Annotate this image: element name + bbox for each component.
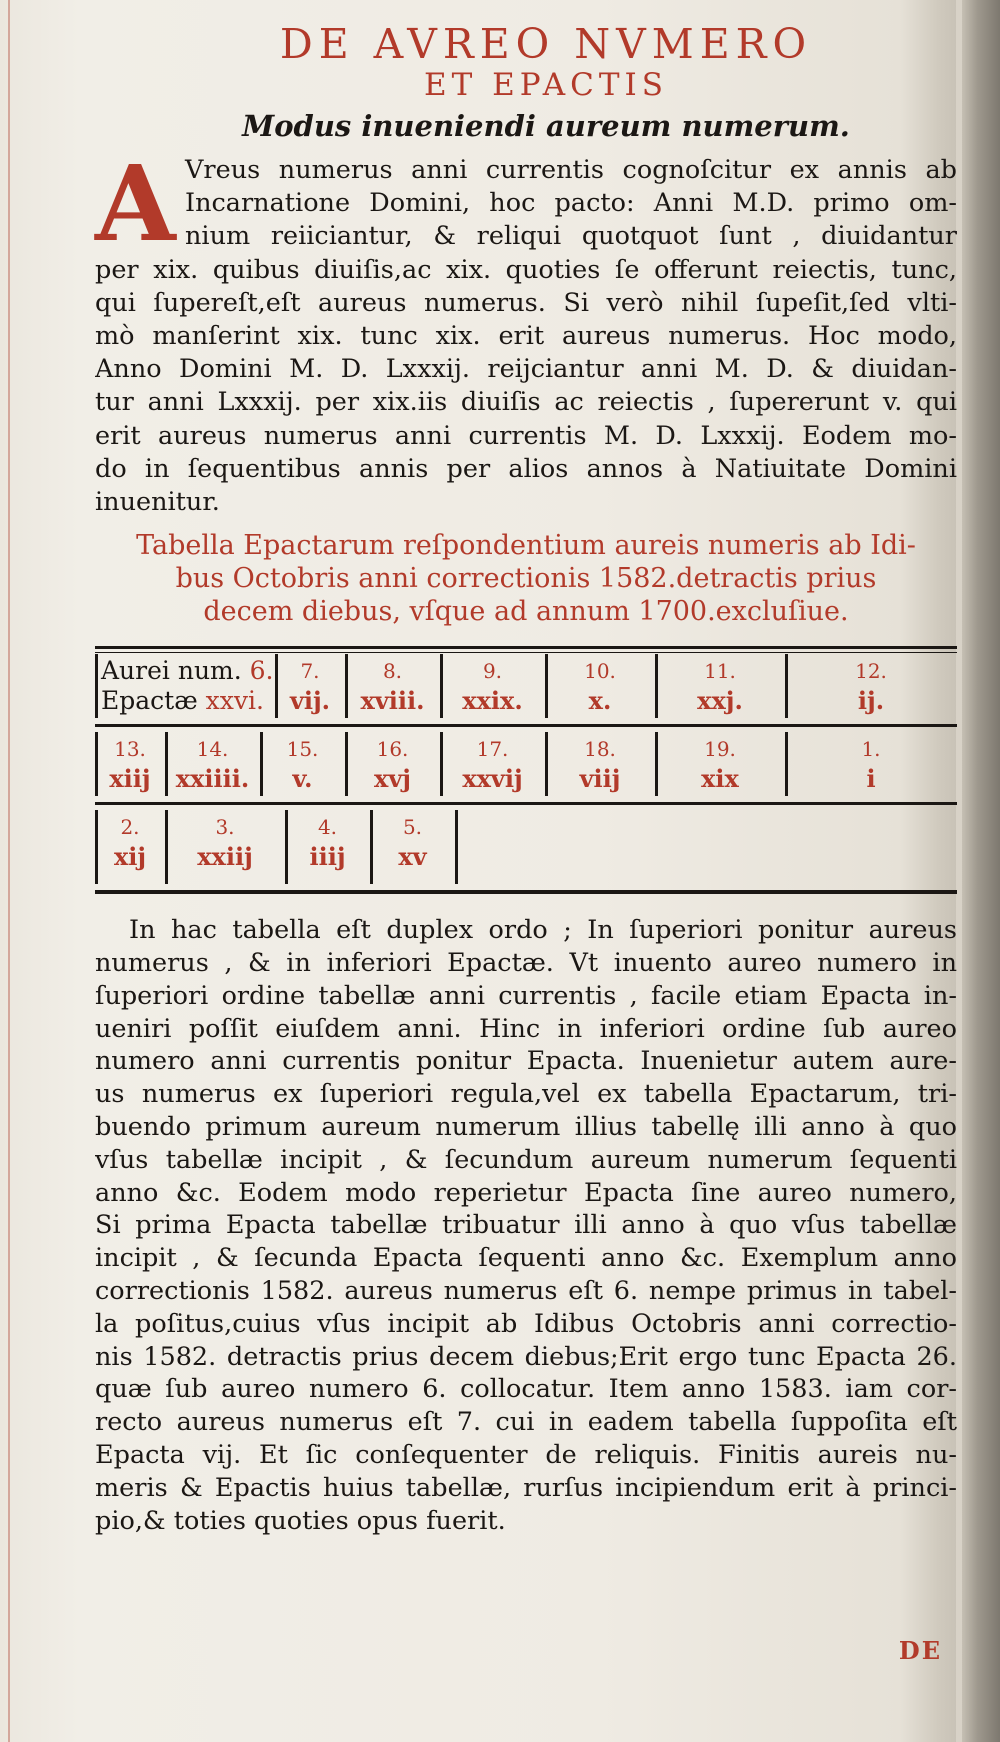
text-line: la poſitus,cuius vſus incipit ab Idibus Octobris anni correctio- [95, 1308, 957, 1339]
text-line: incipit , & ſecunda Epacta ſequenti anno &c. Exemplum anno [95, 1243, 957, 1274]
label-aurei [101, 656, 274, 686]
caption-line: decem diebus, vſque ad annum 1700.excluſiue. [203, 596, 849, 628]
golden-number: 1. [861, 737, 881, 762]
epact-value: v. [292, 764, 313, 794]
epact-value: iiij [309, 842, 346, 872]
text-line: recto aureus numerus eſt 7. cui in eadem tabella ſuppoſita eſt [95, 1407, 957, 1438]
text-line: ueniri poſſit eiuſdem anni. Hinc in inferiori ordine ſub aureo [95, 1013, 957, 1044]
golden-number: 3. [215, 815, 235, 840]
table-cell [345, 734, 440, 794]
epact-value: xvj [374, 764, 411, 794]
golden-number: 13. [114, 737, 146, 762]
golden-number: 8. [382, 659, 403, 684]
catchword: DE [898, 1636, 942, 1665]
text-line: anno &c. Eodem modo reperietur Epacta ſine aureo numero, [95, 1177, 957, 1208]
epact-value: xviii. [360, 686, 425, 716]
table-cell [655, 734, 785, 794]
epact-value: xxvi. [205, 686, 264, 716]
epact-value: xv [398, 842, 427, 872]
table-cell [440, 656, 545, 716]
text-line: quæ ſub aureo numero 6. collocatur. Item anno 1583. iam cor- [95, 1374, 957, 1405]
epact-value: xiij [109, 764, 151, 794]
golden-number: 7. [300, 659, 320, 684]
epact-value: i [866, 764, 876, 794]
text-line: Incarnatione Domini, hoc pacto: Anni M.D. primo om- [185, 188, 957, 219]
table-cell [285, 812, 370, 872]
table-divider [95, 654, 98, 718]
golden-number: 2. [120, 815, 140, 840]
text-line: us numerus ex ſuperiori regula,vel ex tabella Epactarum, tri- [95, 1079, 957, 1110]
golden-number: 18. [584, 737, 616, 762]
table-rule [95, 652, 957, 653]
epact-value: xxvij [462, 764, 523, 794]
golden-number: 12. [855, 659, 887, 684]
epact-value: xix [701, 764, 739, 794]
golden-number: 17. [476, 737, 509, 762]
text-line: mò manſerint xix. tunc xix. erit aureus numerus. Hoc modo, [95, 321, 957, 352]
table-cell [655, 656, 785, 716]
paragraph-1 [95, 142, 957, 519]
table-cell [440, 734, 545, 794]
epact-value: x. [588, 686, 612, 716]
drop-cap: A [95, 142, 176, 265]
title-line-2: ET EPACTIS [423, 67, 669, 103]
golden-number: 6. [249, 656, 274, 686]
golden-number: 15. [286, 737, 319, 762]
table-cell [165, 734, 260, 794]
table-cell [545, 734, 655, 794]
epact-value: xxiij [197, 842, 253, 872]
text-line: vſus tabellæ incipit , & ſecundum aureum numerum ſequenti [95, 1144, 957, 1175]
table-divider [455, 810, 458, 884]
epact-value: xij [113, 842, 147, 872]
table-rule [95, 646, 957, 649]
table-cell [165, 812, 285, 872]
caption-line: bus Octobris anni correctionis 1582.detractis prius [175, 563, 877, 595]
text-line: inuenitur. [95, 487, 220, 518]
table-cell [345, 656, 440, 716]
text-line: Anno Domini M. D. Lxxxij. reijciantur anni M. D. & diuidan- [95, 354, 957, 385]
text-line: pio,& toties quoties opus fuerit. [95, 1505, 506, 1536]
table-cell [785, 734, 957, 794]
text-line: numero anni currentis ponitur Epacta. Inuenietur autem aure- [95, 1046, 957, 1077]
paragraph-2 [95, 914, 957, 1537]
text-line: tur anni Lxxxij. per xix.iis diuiſis ac reiectis , ſupererunt v. qui [95, 387, 957, 418]
label-epactae [101, 686, 264, 716]
text-line: Vreus numerus anni currentis cognoſcitur ex annis ab [185, 155, 957, 185]
epact-value: xxj. [697, 686, 743, 716]
title-line-1: DE AVREO NVMERO [279, 20, 813, 68]
epact-value: ij. [857, 686, 885, 716]
text-line: meris & Epactis huius tabellæ, rurſus incipiendum erit à princi- [95, 1472, 957, 1503]
text-line: per xix. quibus diuiſis,ac xix. quoties ſe offerunt reiectis, tunc, [95, 254, 957, 285]
table-caption [95, 529, 957, 628]
table-cell [275, 656, 345, 716]
epact-value: xxix. [462, 686, 523, 716]
label-epactae-text: Epactæ [101, 686, 198, 716]
label-aurei-text: Aurei num. [101, 656, 242, 686]
text-line: qui ſupereſt,eſt aureus numerus. Si verò nihil ſupeſit,ſed vlti- [95, 287, 957, 318]
golden-number: 10. [584, 659, 616, 684]
text-line: Si prima Epacta tabellæ tribuatur illi anno à quo vſus tabellæ [95, 1210, 957, 1241]
text-line: buendo primum aureum numerum illius tabellę illi anno à quo [95, 1112, 957, 1143]
epact-value: viij [579, 764, 621, 794]
table-cell [545, 656, 655, 716]
epact-table [95, 646, 957, 898]
text-line: correctionis 1582. aureus numerus eſt 6. nempe primus in tabel- [95, 1276, 957, 1306]
golden-number: 14. [196, 737, 229, 762]
text-line: do in ſequentibus annis per alios annos à Natiuitate Domini [95, 453, 957, 484]
text-line: erit aureus numerus anni currentis M. D. Lxxxij. Eodem mo- [95, 420, 957, 451]
golden-number: 19. [704, 737, 736, 762]
epact-value: xxiiii. [175, 764, 250, 794]
text-line: nium reiiciantur, & reliqui quotquot ſunt , diuidantur [185, 221, 957, 252]
epact-value: vij. [289, 686, 331, 716]
table-cell [95, 734, 165, 794]
table-cell [260, 734, 345, 794]
table-rule [95, 890, 957, 894]
margin-rule [8, 0, 10, 1742]
book-gutter [962, 0, 1000, 1742]
golden-number: 11. [704, 659, 736, 684]
table-cell [785, 656, 957, 716]
golden-number: 5. [402, 815, 423, 840]
golden-number: 4. [317, 815, 338, 840]
text-line: Epacta vij. Et ſic conſequenter de reliquis. Finitis aureis nu- [95, 1439, 957, 1470]
page-content [95, 22, 957, 1537]
caption-line: Tabella Epactarum reſpondentium aureis numeris ab Idi- [136, 530, 916, 562]
text-line: In hac tabella eſt duplex ordo ; In ſuperiori ponitur aureus [129, 915, 957, 946]
golden-number: 16. [376, 737, 409, 762]
golden-number: 9. [482, 659, 503, 684]
section-subtitle: Modus inueniendi aureum numerum. [242, 109, 850, 143]
text-line: numerus , & in inferiori Epactæ. Vt inuento aureo numero in [95, 948, 957, 979]
table-rule [95, 802, 957, 805]
table-rule [95, 724, 957, 727]
text-line: nis 1582. detractis prius decem diebus;Erit ergo tunc Epacta 26. [95, 1341, 957, 1372]
table-cell [95, 812, 165, 872]
table-cell [370, 812, 455, 872]
text-line: ſuperiori ordine tabellæ anni currentis , facile etiam Epacta in- [95, 980, 957, 1011]
